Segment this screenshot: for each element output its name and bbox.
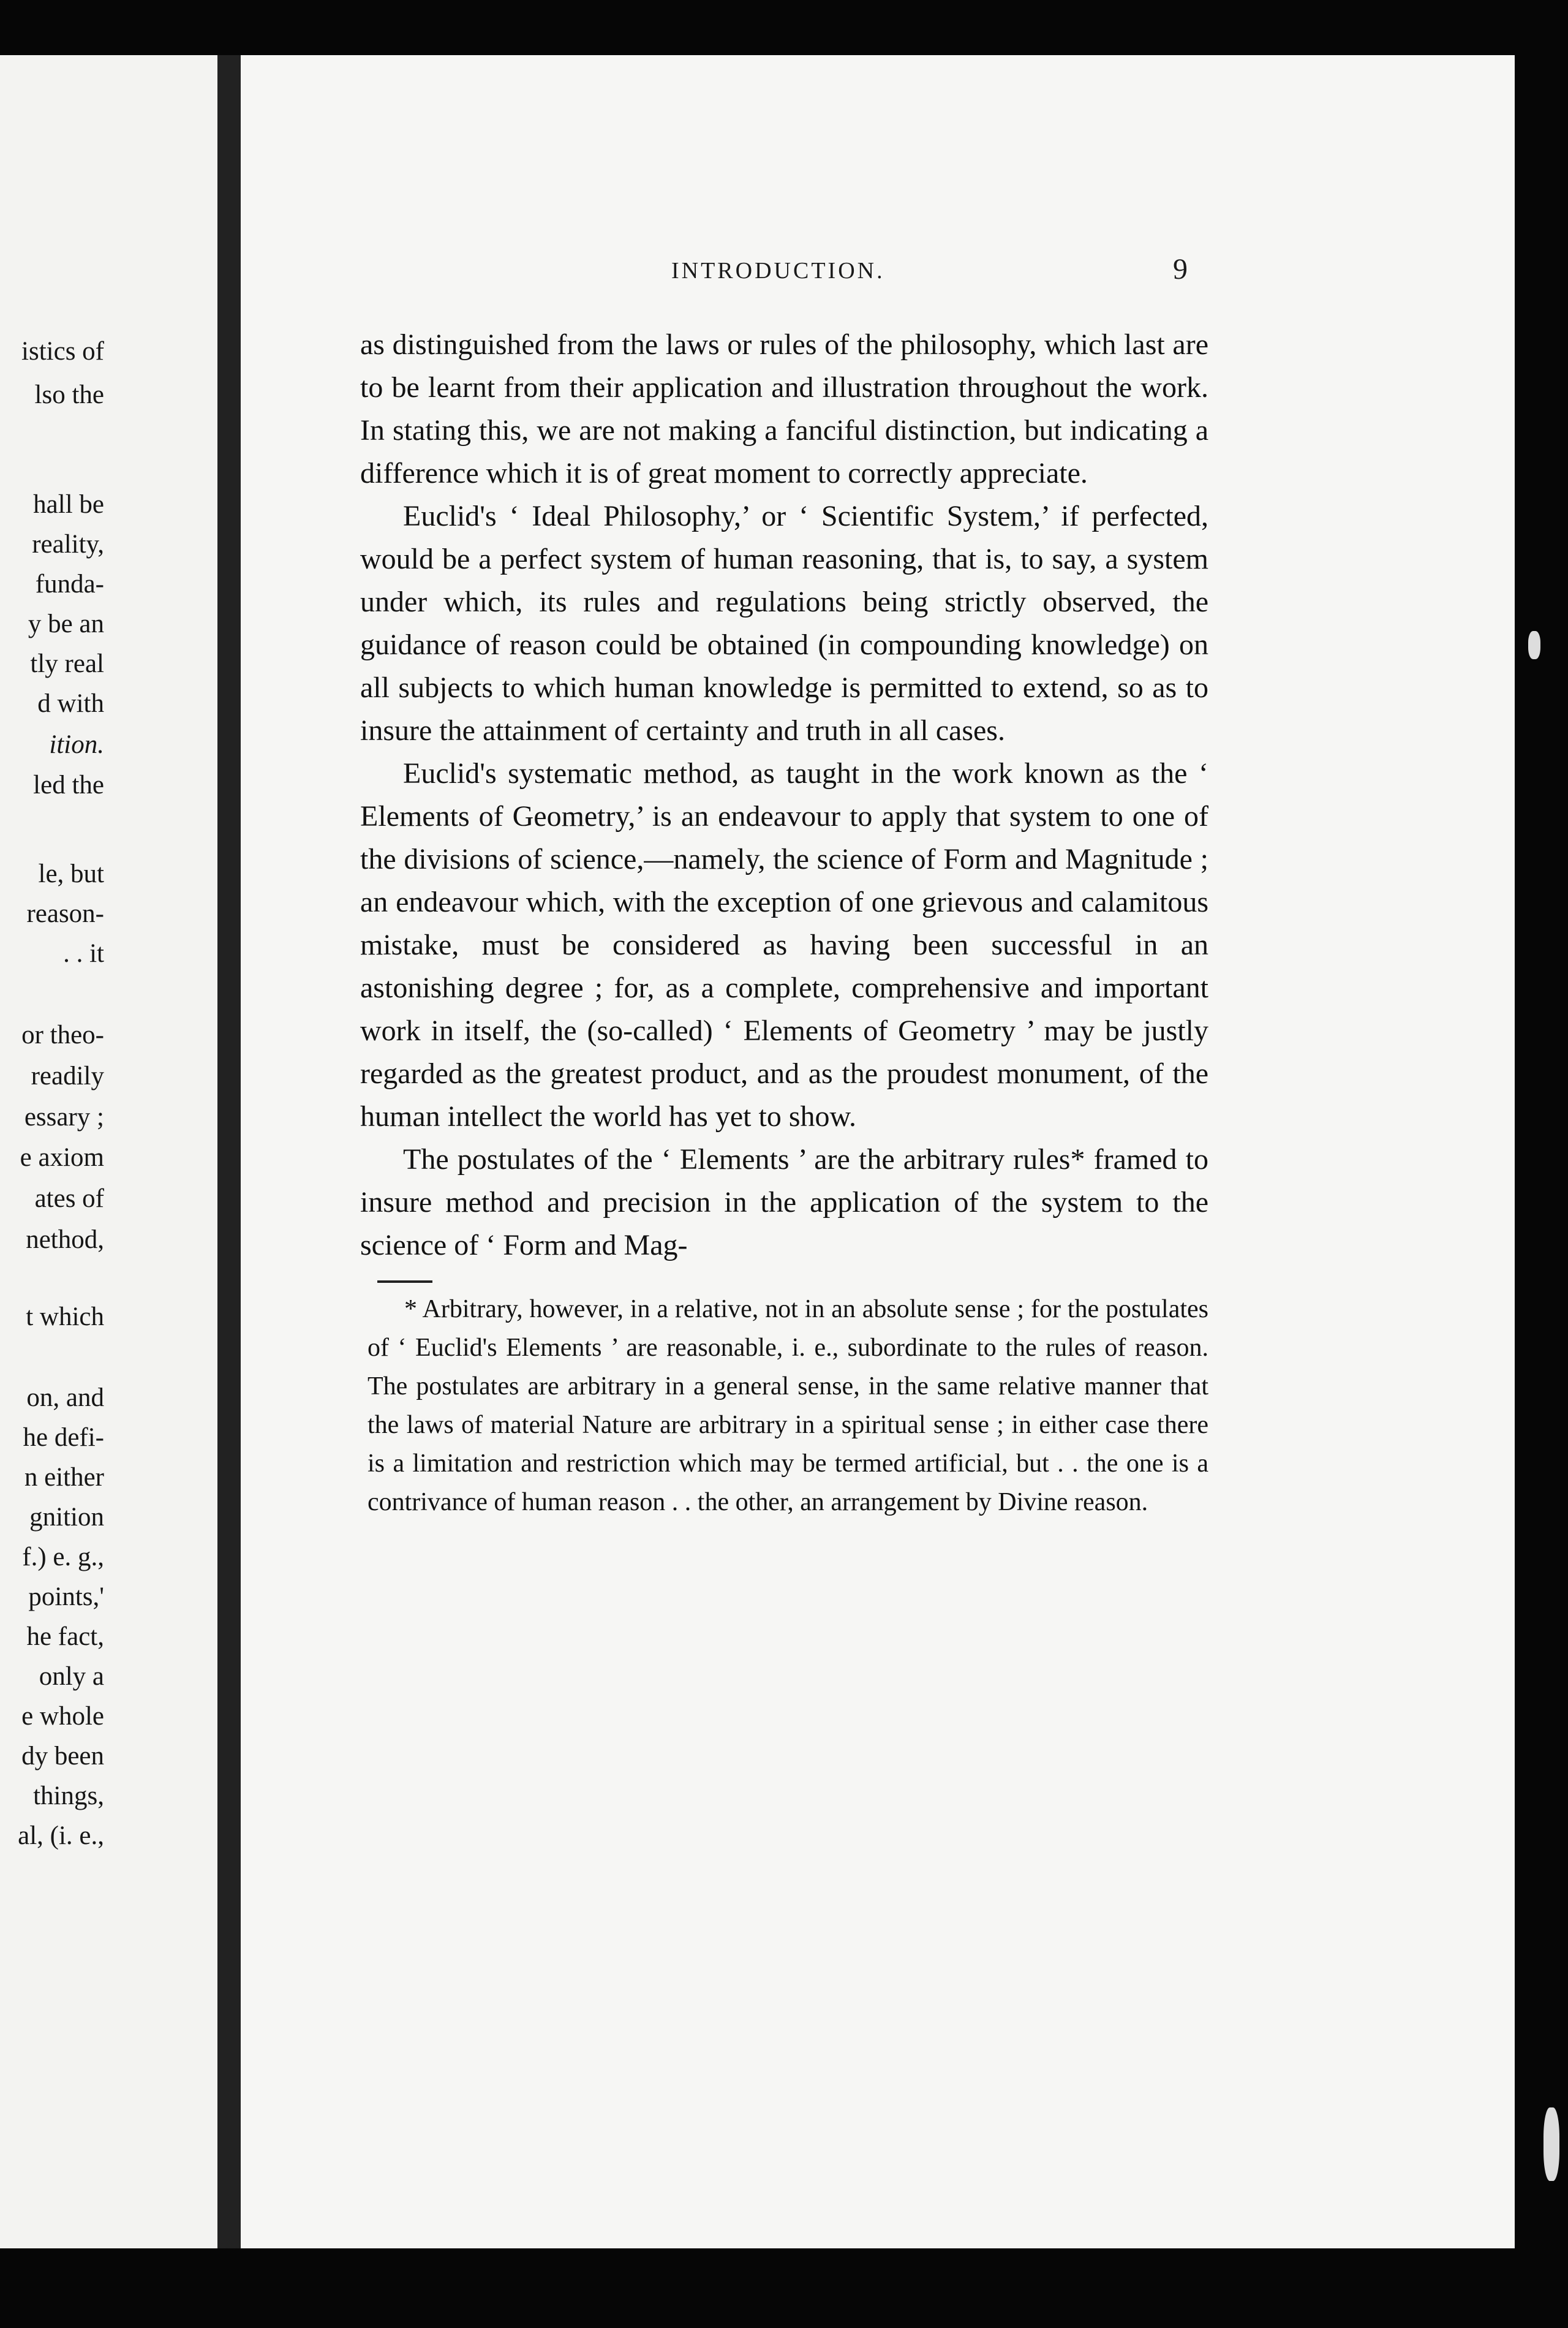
left-page-line: points,' xyxy=(28,1582,104,1611)
left-page-line: on, and xyxy=(26,1383,104,1412)
left-page-line: reality, xyxy=(32,530,104,559)
left-page-line: tly real xyxy=(30,649,104,678)
left-page-line: . . it xyxy=(63,939,104,968)
left-page-line: led the xyxy=(33,771,104,799)
left-page-line: n either xyxy=(24,1463,104,1492)
footnote-rule xyxy=(377,1280,432,1283)
left-page-line: e axiom xyxy=(20,1143,104,1172)
left-page-line: things, xyxy=(33,1782,104,1810)
left-page-line: dy been xyxy=(21,1742,104,1771)
body-text xyxy=(360,323,1208,1522)
paragraph: The postulates of the ‘ Elements ’ are the arbitrary rules* framed to insure method and precision in the application of the system to the science of ‘ Form and Mag- xyxy=(360,1143,1208,1261)
paragraph: Euclid's systematic method, as taught in the work known as the ‘ Elements of Geometry,’ is an endeavour to apply that system to one of the divisions of science,—namely, the science of Form and Magnitude ; an endeavour which, with the exception of one grievous and calamitous mistake, must be considered as having been successful in an astonishing degree ; for, as a complete, comprehensive and important work in itself, the (so-called) ‘ Elements of Geometry ’ may be justly regarded as the greatest product, and as the proudest monument, of the human intellect the world has yet to show. xyxy=(360,757,1208,1133)
left-page-line: hall be xyxy=(33,490,104,519)
right-page xyxy=(241,55,1515,2248)
book-gutter xyxy=(217,55,241,2248)
left-page-line: istics of xyxy=(21,337,104,366)
left-page-line: essary ; xyxy=(24,1103,104,1132)
left-page-line: al, (i. e., xyxy=(18,1821,104,1850)
left-page-line: d with xyxy=(37,689,104,718)
left-page-line: ition. xyxy=(49,730,104,759)
left-page-line: he defi- xyxy=(23,1423,104,1452)
left-page-line: lso the xyxy=(34,380,104,409)
left-page-line: ates of xyxy=(34,1184,104,1213)
paragraph: as distinguished from the laws or rules of the philosophy, which last are to be learnt from their application and illustration throughout the work. In stating this, we are not making a fanciful distinction, but indicating a difference which it is of great moment to correctly appreciate. xyxy=(360,328,1208,489)
left-page-line: only a xyxy=(39,1662,104,1691)
left-page-line: reason- xyxy=(26,899,104,928)
left-page-line: nethod, xyxy=(26,1225,104,1254)
left-page-line: funda- xyxy=(35,570,104,599)
left-page-line: e whole xyxy=(21,1702,104,1731)
left-page-line: f.) e. g., xyxy=(22,1543,104,1571)
left-page-line: or theo- xyxy=(21,1021,104,1049)
running-head: INTRODUCTION. xyxy=(671,258,885,284)
left-page-line: readily xyxy=(31,1062,104,1090)
page-header xyxy=(241,253,1515,294)
page-number: 9 xyxy=(1173,253,1188,285)
left-page-line: le, but xyxy=(38,860,104,888)
left-page-line: y be an xyxy=(28,610,104,638)
scan-speck xyxy=(1528,631,1540,659)
left-page-fragment xyxy=(0,55,217,2248)
left-page-text xyxy=(0,55,104,2248)
left-page-line: gnition xyxy=(29,1503,104,1532)
paragraph: Euclid's ‘ Ideal Philosophy,’ or ‘ Scientific System,’ if perfected, would be a perfect system of human reasoning, that is, to say, a system under which, its rules and regulations being strictly observed, the guidance of reason could be obtained (in compounding knowledge) on all subjects to which human knowledge is permitted to extend, so as to insure the attainment of certainty and truth in all cases. xyxy=(360,500,1208,747)
footnote: * Arbitrary, however, in a relative, not in an absolute sense ; for the postulates of ‘ Euclid's Elements ’ are reasonable, i. e., subordinate to the rules of reason. The postulates are arbitrary in a general sense, in the same relative manner that the laws of material Nature are arbitrary in a spiritual sense ; in either case there is a limitation and restriction which may be termed artificial, but . . the one is a contrivance of human reason . . the other, an arrangement by Divine reason. xyxy=(368,1295,1208,1516)
left-page-line: t which xyxy=(26,1302,104,1331)
scan-speck xyxy=(1544,2107,1559,2181)
left-page-line: he fact, xyxy=(26,1622,104,1651)
